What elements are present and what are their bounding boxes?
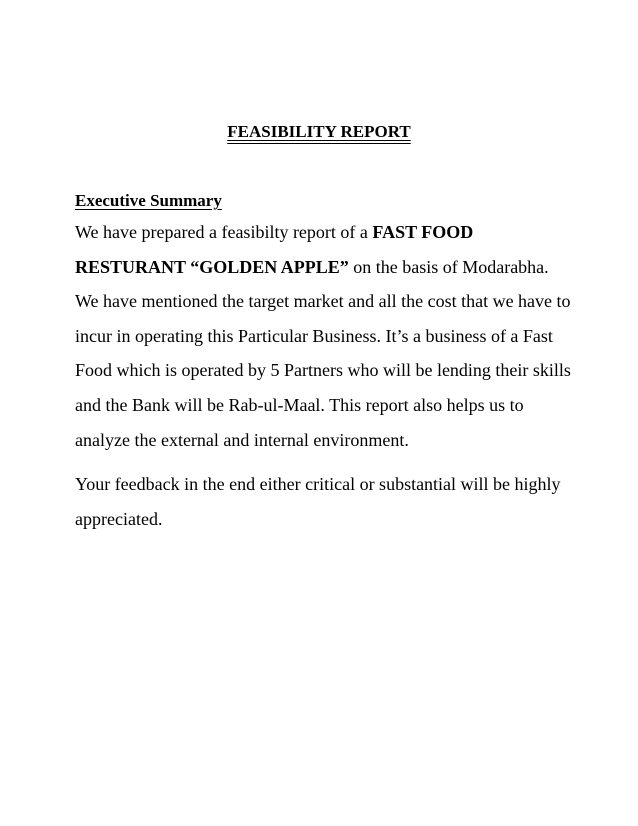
executive-summary-section: [75, 189, 575, 536]
summary-text-end: on the basis of Modarabha. We have mentioned the target market and all the cost that we have to incur in operating this Particular Business. It’s a business of a Fast Food which is operated by 5 Partners who will be lending their skills and the Bank will be Rab-ul-Maal. This report also helps us to analyze the external and internal environment.: [75, 256, 571, 450]
report-title-text: FEASIBILITY REPORT: [227, 122, 411, 141]
section-heading: Executive Summary: [75, 191, 222, 210]
feedback-paragraph: Your feedback in the end either critical or substantial will be highly appreciated.: [75, 474, 561, 529]
report-title: [0, 122, 638, 142]
summary-text-start: We have prepared a feasibilty report of a: [75, 222, 373, 242]
summary-paragraph: [75, 215, 575, 457]
restaurant-name: FAST FOOD RESTURANT “GOLDEN APPLE”: [75, 222, 474, 277]
